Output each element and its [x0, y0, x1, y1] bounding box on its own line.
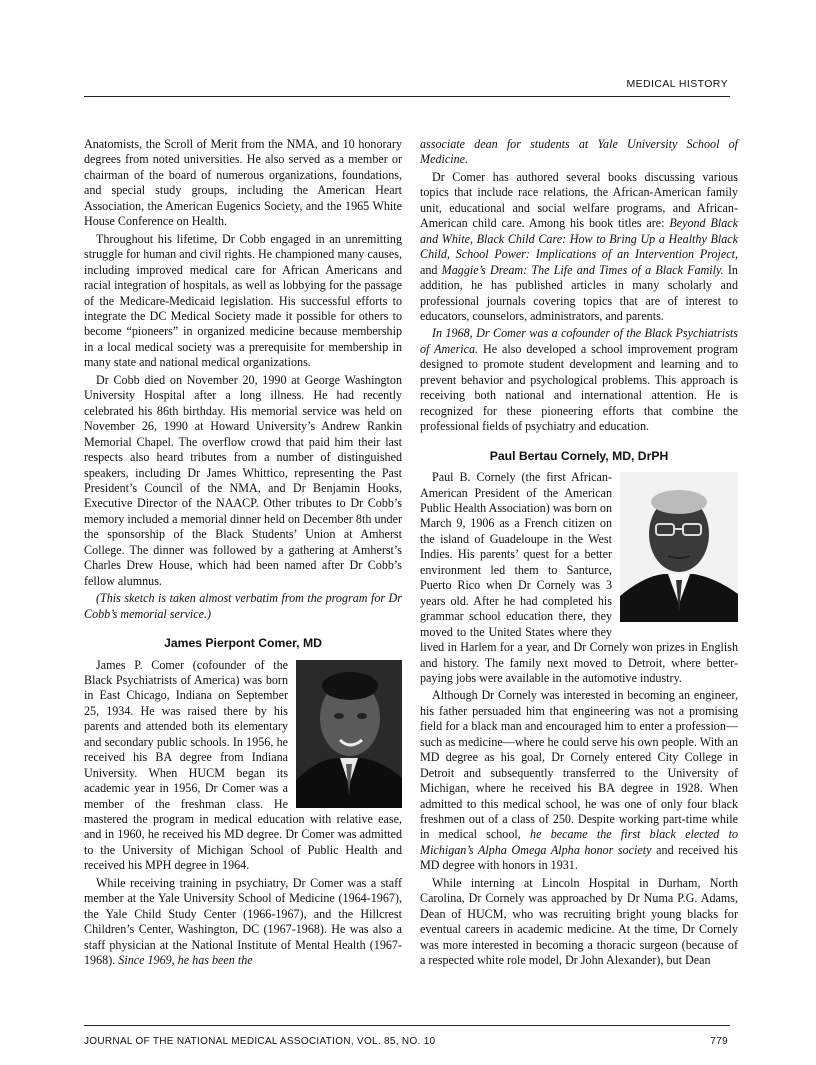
cornely-photo — [620, 472, 738, 622]
section-label: MEDICAL HISTORY — [626, 78, 728, 90]
paragraph — [84, 591, 402, 622]
cornely-heading: Paul Bertau Cornely, MD, DrPH — [489, 448, 669, 463]
paragraph: associate dean for students at Yale University School of Medicine. — [420, 137, 738, 167]
paragraph: Paul B. Cornely (the first African-American President of the American Public Health Association) was born on March 9, 1906 as a French citizen on the island of Guadeloupe in the West Indies. His parents’ quest for a better environment led them to Santurce, Puerto Rico when Dr Cornely was 3 years old. After he had completed his grammar school education there, they moved to the United States where they lived in Harlem for a year, and Dr Cornely won prizes in English and history. The family next moved to Detroit, where better-paying jobs were available in the automotive industry. — [420, 470, 738, 685]
italic-note: (This sketch is taken almost verbatim from the program for Dr Cobb’s memorial service.) — [84, 591, 402, 621]
portrait-icon — [296, 660, 402, 808]
paragraph: Although Dr Cornely was interested in becoming an engineer, his father persuaded him that engineering was not a promising field for a black man and encouraged him to enter a profession—such as medicine—where he could serve his own people. With an MD degree as his goal, Dr Cornely entered City College in Detroit and subsequently transferred to the University of Michigan, where he received his BA degree in 1928. When admitted to this medical school, he was one of only four black freshmen out of a class of 250. Despite working part-time while in medical school, he became the first black elected to Michigan’s Alpha Omega Alpha honor society and received his MD degree with honors in 1931. — [420, 688, 738, 873]
page-footer — [84, 1036, 728, 1047]
comer-photo — [296, 660, 402, 808]
comer-heading: James Pierpont Comer, MD — [164, 636, 322, 651]
paragraph: Dr Cobb died on November 20, 1990 at George Washington University Hospital after a long illness. He had recently celebrated his 86th birthday. His memorial service was held on November 26, 1990 at Howard University’s Andrew Rankin Memorial Chapel. The overflow crowd that paid him their last respects also heard tributes from a number of distinguished speakers, including Dr James Whittico, representing the Past President’s Council of the NMA, and Dr Benjamin Hooks, Executive Director of the NAACP. Other tributes to Dr Cobb’s memory included a memorial dinner held on December 8th under the sponsorship of the Black Students’ Union at Amherst College. The dinner was followed by a gathering at Amherst’s Charles Drew House, which had been named after Dr Cobb’s fellow alumnus. — [84, 372, 402, 588]
left-column — [84, 137, 402, 969]
paragraph: Throughout his lifetime, Dr Cobb engaged in an unremitting struggle for human and civil rights. He championed many causes, including improved medical care for African Americans and racial integration of hospitals, as well as lobbying for the passage of the Medicare-Medicaid legislation. His successful efforts to integrate the DC Medical Society made it possible for others to become “pioneers” in organized medicine because membership in a local medical society was a prerequisite for membership in many state and national medical organizations. — [84, 231, 402, 370]
paragraph: James P. Comer (cofounder of the Black Psychiatrists of America) was born in East Chicago, Indiana on September 25, 1934. He was raised there by his parents and attended both its elementary and secondary public schools. In 1956, he received his BA degree from Indiana University. When HUCM began its academic year in 1956, Dr Comer was a member of the freshman class. He mastered the program in medical education with relative ease, and in 1960, he received his MD degree. Dr Comer was admitted to the University of Michigan School of Public Health and received his MPH degree in 1964. — [84, 657, 402, 873]
paragraph: While receiving training in psychiatry, Dr Comer was a staff member at the Yale University School of Medicine (1964-1967), the Yale Child Study Center (1966-1967), and the Hillcrest Children’s Center, Washington, DC (1967-1968). He was also a staff physician at the National Institute of Mental Health (1967-1968). Since 1969, he has been the — [84, 875, 402, 968]
right-column — [420, 137, 738, 969]
paragraph: Anatomists, the Scroll of Merit from the NMA, and 10 honorary degrees from noted universities. He also served as a member or chairman of the board of numerous organizations, foundations, and special study groups, including the American Heart Association, the American Eugenics Society, and the 1965 White House Conference on Health. — [84, 137, 402, 229]
page-number: 779 — [710, 1036, 728, 1047]
paragraph: Dr Comer has authored several books discussing various topics that include race relations, the African-American family unit, educational and social welfare programs, and African-American child care. Among his book titles are: Beyond Black and White, Black Child Care: How to Bring Up a Healthy Black Child, School Power: Implications of an Intervention Project, and Maggie’s Dream: The Life and Times of a Black Family. In addition, he has published articles in many scholarly and professional journals covering topics that are of interest to educators, counselors, administrators, and parents. — [420, 169, 738, 323]
paragraph: In 1968, Dr Comer was a cofounder of the Black Psychiatrists of America. He also developed a school improvement program designed to promote student development and learning and to prevent behavior and psychological problems. This approach is receiving both national and international attention. He is recognized for these pioneering efforts that combine the professional fields of psychiatry and education. — [420, 326, 738, 434]
portrait-icon — [620, 472, 738, 622]
footer-rule — [84, 1025, 730, 1026]
paragraph: While interning at Lincoln Hospital in Durham, North Carolina, Dr Cornely was approached by Dr Numa P.G. Adams, Dean of HUCM, who was recruiting bright young blacks for eventual careers in academic medicine. At the time, Dr Cornely was more interested in becoming a thoracic surgeon (because of a respected white role model, Dr John Alexander), but Dean — [420, 875, 738, 968]
journal-citation: JOURNAL OF THE NATIONAL MEDICAL ASSOCIATION, VOL. 85, NO. 10 — [84, 1036, 436, 1047]
header-rule — [84, 96, 730, 97]
